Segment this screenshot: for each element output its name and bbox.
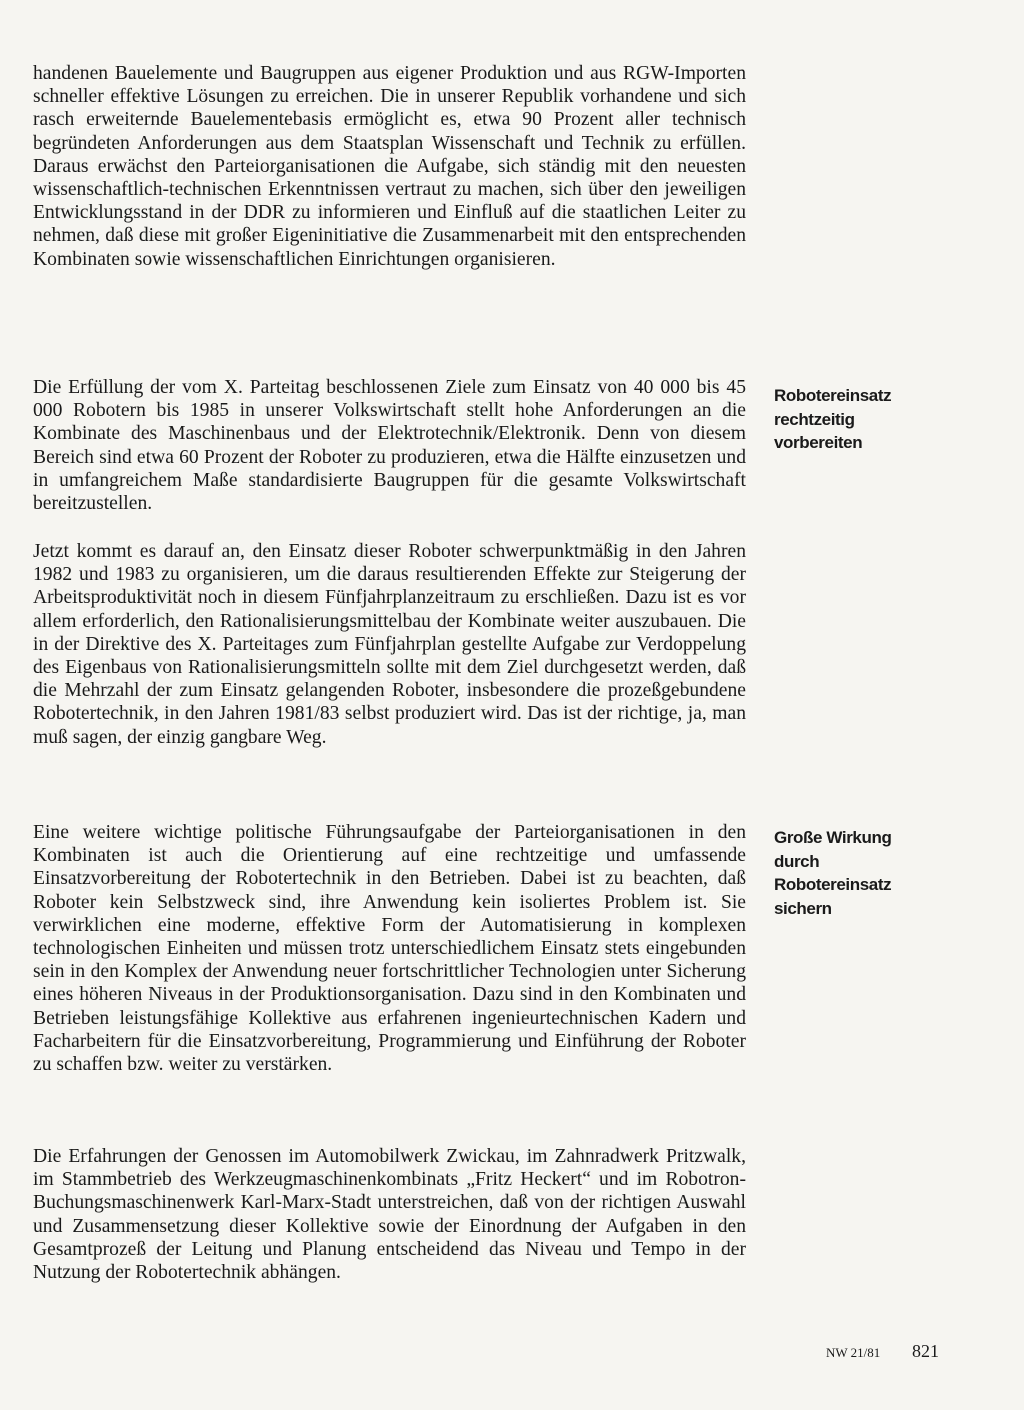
issue-reference: NW 21/81 bbox=[826, 1345, 881, 1360]
margin-note-robotereinsatz: Robotereinsatz rechtzeitig vorbereiten bbox=[774, 386, 892, 452]
page-number: 821 bbox=[912, 1341, 939, 1361]
margin-note-grosse-wirkung: Große Wirkung durch Robotereinsatz sichern bbox=[774, 828, 892, 918]
paragraph-1: handenen Bauelemente und Baugruppen aus eigener Produktion und aus RGW-Importen schneller effektive Lösungen zu erreichen. Die in unserer Republik vorhandene und sich rasch erweiternde Bauelementebasis ermöglicht es, etwa 90 Prozent aller technisch begründeten Anforderungen aus dem Staatsplan Wissenschaft und Technik zu erfüllen. Daraus erwächst den Parteiorganisationen die Aufgabe, sich ständig mit den neuesten wissenschaftlich-technischen Erkenntnissen vertraut zu machen, sich über den jeweiligen Entwicklungsstand in der DDR zu informieren und Einfluß auf die staatlichen Leiter zu nehmen, daß diese mit großer Eigeninitiative die Zusammenarbeit mit den entsprechenden Kombinaten sowie wissenschaftlichen Einrichtungen organisieren. bbox=[33, 63, 746, 270]
paragraph-5: Die Erfahrungen der Genossen im Automobilwerk Zwickau, im Zahnradwerk Pritzwalk, im Stammbetrieb des Werkzeugmaschinenkombinats „Fritz Heckert“ und im Robotron-Buchungsmaschinenwerk Karl-Marx-Stadt unterstreichen, daß von der richtigen Auswahl und Zusammensetzung dieser Kollektive sowie der Einordnung der Aufgaben in den Gesamtprozeß der Leitung und Planung entscheidend das Niveau und Tempo in der Nutzung der Robotertechnik abhängen. bbox=[33, 1146, 746, 1284]
paragraph-4: Eine weitere wichtige politische Führungsaufgabe der Parteiorganisationen in den Kombinaten ist auch die Orientierung auf eine rechtzeitige und umfassende Einsatzvorbereitung der Robotertechnik in den Betrieben. Dabei ist zu beachten, daß Roboter kein Selbstzweck sind, ihre Anwendung kein isoliertes Problem ist. Sie verwirklichen eine moderne, effektive Form der Automatisierung in komplexen technologischen Einheiten und müssen trotz unterschiedlichem Einsatz stets eingebunden sein in den Komplex der Anwendung neuer fortschrittlicher Technologien unter Sicherung eines höheren Niveaus in der Produktionsorganisation. Dazu sind in den Kombinaten und Betrieben leistungsfähige Kollektive aus erfahrenen ingenieurtechnischen Kadern und Facharbeitern für die Einsatzvorbereitung, Programmierung und Einführung der Roboter zu schaffen bzw. weiter zu verstärken. bbox=[33, 822, 746, 1076]
paragraph-2: Die Erfüllung der vom X. Parteitag beschlossenen Ziele zum Einsatz von 40 000 bis 45 000 Robotern bis 1985 in unserer Volkswirtschaft stellt hohe Anforderungen an die Kombinate des Maschinenbaus und der Elektrotechnik/Elektronik. Denn von diesem Bereich sind etwa 60 Prozent der Roboter zu produzieren, etwa die Hälfte einzusetzen und in umfangreichem Maße standardisierte Baugruppen für die gesamte Volkswirtschaft bereitzustellen. bbox=[33, 377, 746, 515]
paragraph-3: Jetzt kommt es darauf an, den Einsatz dieser Roboter schwerpunktmäßig in den Jahren 1982 und 1983 zu organisieren, um die daraus resultierenden Effekte zur Steigerung der Arbeitsproduktivität noch in diesem Fünfjahrplanzeitraum zu erschließen. Dazu ist es vor allem erforderlich, den Rationalisierungsmittelbau der Kombinate weiter auszubauen. Die in der Direktive des X. Parteitages zum Fünfjahrplan gestellte Aufgabe zur Verdoppelung des Eigenbaus von Rationalisierungsmitteln sollte mit dem Ziel durchgesetzt werden, daß die Mehrzahl der zum Einsatz gelangenden Roboter, insbesondere die prozeßgebundene Robotertechnik, in den Jahren 1981/83 selbst produziert wird. Das ist der richtige, ja, man muß sagen, der einzig gangbare Weg. bbox=[33, 541, 746, 748]
